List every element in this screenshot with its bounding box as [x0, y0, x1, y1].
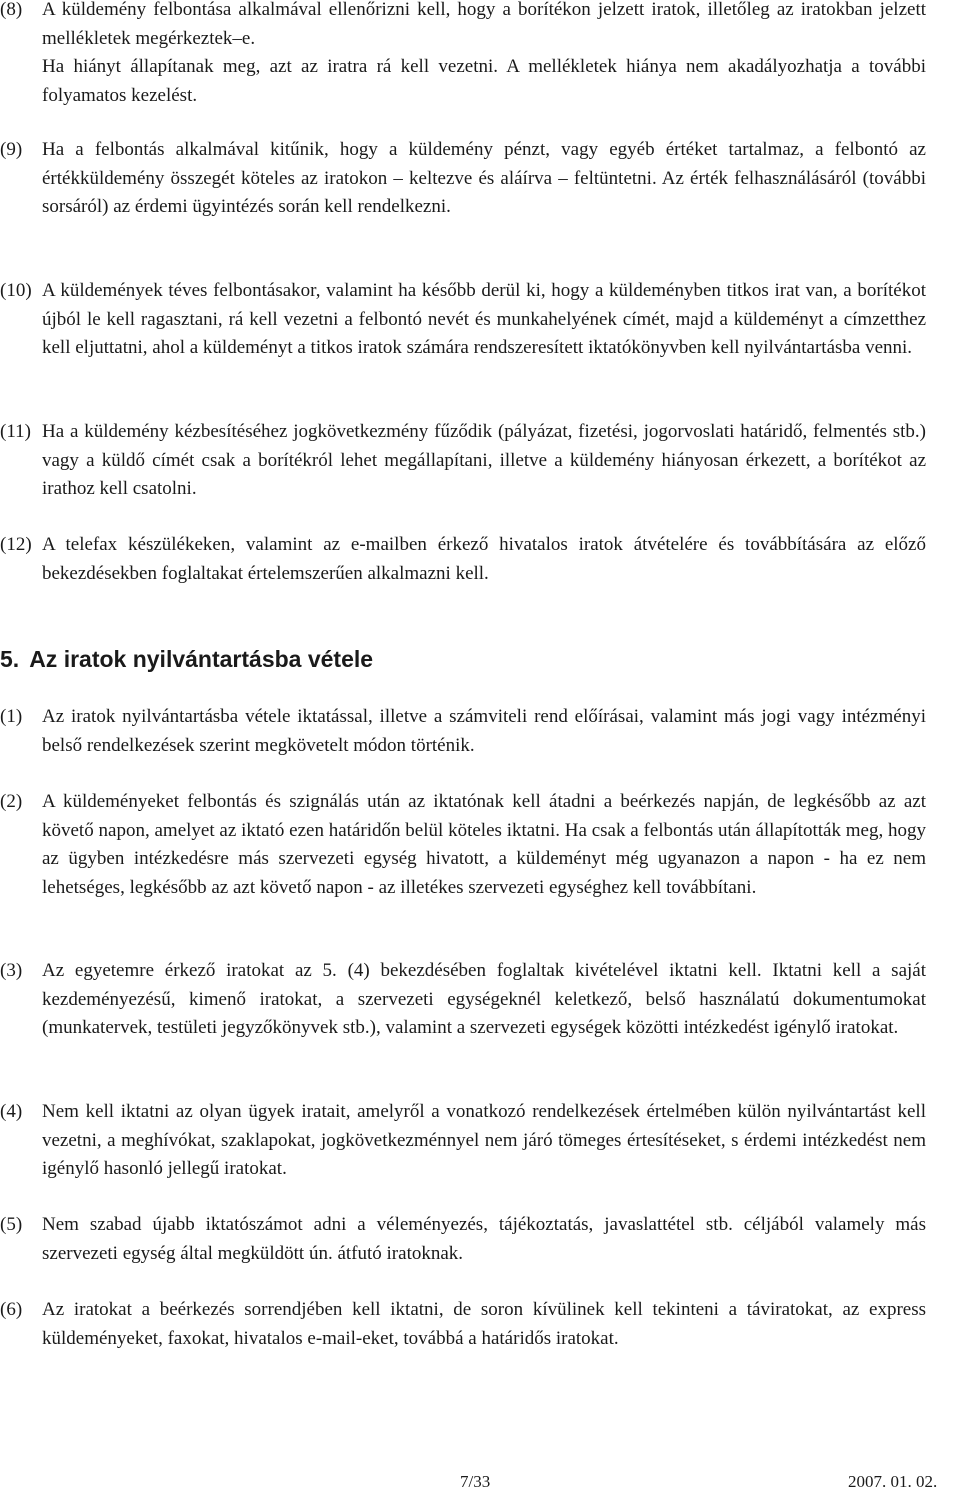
paragraph-number: (12)	[0, 534, 32, 555]
paragraph-5	[0, 1211, 926, 1268]
paragraph-number: (9)	[0, 139, 23, 160]
paragraph-text: Nem kell iktatni az olyan ügyek iratait, amelyről a vonatkozó rendelkezések értelmében külön nyilvántartást kell vezetni, a meghívókat, szaklapokat, jogkövetkezménnyel nem járó tömeges értesítéseket, s érdemi intézkedést nem igénylő hasonló jellegű iratokat.	[42, 1101, 926, 1179]
paragraph-10	[0, 277, 926, 363]
paragraph-1	[0, 703, 926, 760]
paragraph-number: (11)	[0, 421, 31, 442]
paragraph-12	[0, 531, 926, 588]
paragraph-number: (8)	[0, 0, 23, 20]
section-heading	[0, 643, 373, 675]
paragraph-number: (4)	[0, 1101, 23, 1122]
paragraph-number: (3)	[0, 960, 23, 981]
paragraph-number: (6)	[0, 1299, 23, 1320]
paragraph-number: (1)	[0, 706, 23, 727]
paragraph-number: (10)	[0, 280, 32, 301]
paragraph-text: Az iratok nyilvántartásba vétele iktatással, illetve a számviteli rend előírásai, valamint más jogi vagy intézményi belső rendelkezések szerint megkövetelt módon történik.	[42, 706, 926, 756]
paragraph-number: (5)	[0, 1214, 23, 1235]
paragraph-text: Az egyetemre érkező iratokat az 5. (4) bekezdésében foglaltak kivételével iktatni kell. Iktatni kell a saját kezdeményezésű, kimenő iratokat, a szervezeti egységeknél keletkező, belső használatú dokumentumokat (munkatervek, testületi jegyzőkönyvek stb.), valamint a szervezeti egységek közötti intézkedést igénylő iratokat.	[42, 960, 926, 1038]
section-number: 5.	[0, 646, 20, 672]
paragraph-4	[0, 1098, 926, 1184]
paragraph-number: (2)	[0, 791, 23, 812]
paragraph-text: Ha hiányt állapítanak meg, azt az iratra rá kell vezetni. A mellékletek hiánya nem akadályozhatja a további folyamatos kezelést.	[42, 56, 926, 106]
paragraph-text: Ha a felbontás alkalmával kitűnik, hogy a küldemény pénzt, vagy egyéb értéket tartalmaz, a felbontó az értékküldemény összegét köteles az iratokon – keltezve és aláírva – feltüntetni. Az érték felhasználásáról (további sorsáról) az érdemi ügyintézés során kell rendelkezni.	[42, 139, 926, 217]
paragraph-text: A telefax készülékeken, valamint az e-mailben érkező hivatalos iratok átvételére és továbbítására az előző bekezdésekben foglaltakat értelemszerűen alkalmazni kell.	[42, 534, 926, 584]
paragraph-3	[0, 957, 926, 1043]
paragraph-text: A küldeményeket felbontás és szignálás után az iktatónak kell átadni a beérkezés napján, de legkésőbb az azt követő napon, amelyet az iktató ezen határidőn belül köteles iktatni. Ha csak a felbontás után állapították meg, hogy az ügyben intézkedésre más szervezeti egység hivatott, a küldeményt még ugyanazon a napon - ha ez nem lehetséges, legkésőbb az azt követő napon - az illetékes szervezeti egységhez kell továbbítani.	[42, 791, 926, 898]
paragraph-text: A küldemények téves felbontásakor, valamint ha később derül ki, hogy a küldeményben titkos irat van, a borítékot újból le kell ragasztani, rá kell vezetni a felbontó nevét és munkahelyének címét, majd a küldeményt a címzetthez kell eljuttatni, ahol a küldeményt a titkos iratok számára rendszeresített iktatókönyvben kell nyilvántartásba venni.	[42, 280, 926, 358]
paragraph-text: Az iratokat a beérkezés sorrendjében kell iktatni, de soron kívülinek kell tekinteni a táviratokat, az express küldeményeket, faxokat, hivatalos e-mail-eket, továbbá a határidős iratokat.	[42, 1299, 926, 1349]
page-number: 7/33	[460, 1472, 491, 1491]
paragraph-text: A küldemény felbontása alkalmával ellenőrizni kell, hogy a borítékon jelzett iratok, illetőleg az iratokban jelzett mellékletek megérkeztek–e.	[42, 0, 926, 49]
paragraph-6	[0, 1296, 926, 1353]
paragraph-9	[0, 136, 926, 222]
section-title: Az iratok nyilvántartásba vétele	[29, 646, 374, 672]
paragraph-11	[0, 418, 926, 504]
paragraph-text: Ha a küldemény kézbesítéséhez jogkövetkezmény fűződik (pályázat, fizetési, jogorvoslati határidő, felmentés stb.) vagy a küldő címét csak a borítékról lehet megállapítani, illetve a küldemény hiányosan érkezett, a borítékot az irathoz kell csatolni.	[42, 421, 926, 499]
paragraph-8	[0, 0, 926, 110]
paragraph-text: Nem szabad újabb iktatószámot adni a véleményezés, tájékoztatás, javaslattétel stb. céljából valamely más szervezeti egység által megküldött ún. átfutó iratoknak.	[42, 1214, 926, 1264]
paragraph-2	[0, 788, 926, 902]
document-date: 2007. 01. 02.	[848, 1472, 938, 1491]
